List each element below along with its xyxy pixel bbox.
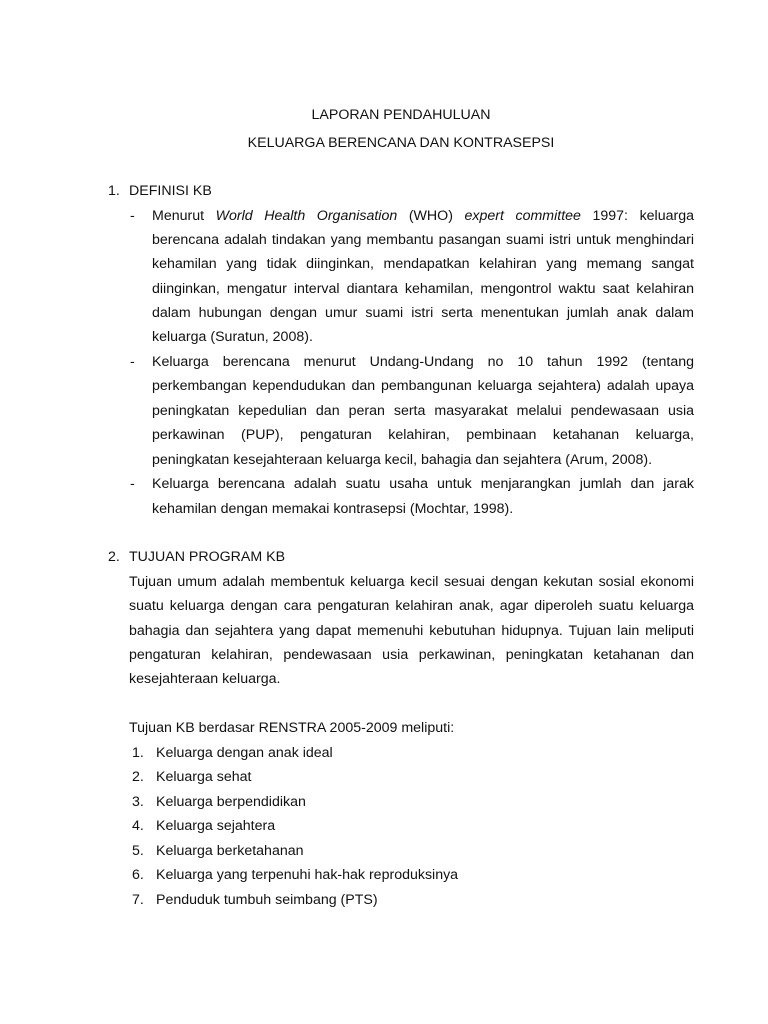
bullet-marker: - [130, 208, 135, 224]
bullet-marker: - [130, 354, 135, 370]
list-item: Keluarga dengan anak ideal [156, 745, 333, 761]
paragraph-line-2: suatu keluarga dengan cara pengaturan kelahiran anak, agar diperoleh suatu keluarga [129, 598, 694, 614]
bullet-3-line-1: Keluarga berencana adalah suatu usaha untuk menjarangkan jumlah dan jarak [152, 476, 694, 492]
document-subtitle: KELUARGA BERENCANA DAN KONTRASEPSI [247, 135, 555, 151]
bullet-1-line-1 [152, 207, 694, 225]
list-intro: Tujuan KB berdasar RENSTRA 2005-2009 meliputi: [129, 720, 455, 736]
paragraph-line-3: bahagia dan sejahtera yang dapat memenuhi kebutuhan hidupnya. Tujuan lain meliputi [129, 623, 694, 639]
bullet-1-line-3: kehamilan yang tidak diinginkan, mendapatkan kelahiran yang memang sangat [152, 256, 694, 272]
section-2-number: 2. [108, 549, 120, 565]
bullet-3-line-2: kehamilan dengan memakai kontrasepsi (Mochtar, 1998). [152, 501, 514, 517]
bullet-2-line-4: perkawinan (PUP), pengaturan kelahiran, pembinaan ketahanan keluarga, [152, 427, 694, 443]
list-item-number: 6. [132, 867, 144, 883]
section-1-heading: DEFINISI KB [129, 183, 212, 199]
bullet-2-line-3: peningkatan kepedulian dan peran serta masyarakat melalui pendewasaan usia [152, 403, 694, 419]
section-1-number: 1. [108, 183, 120, 199]
list-item-number: 1. [132, 745, 144, 761]
bullet-1-line-6: keluarga (Suratun, 2008). [152, 329, 313, 345]
text-segment: 1997: keluarga [580, 208, 694, 224]
list-item-number: 5. [132, 843, 144, 859]
list-item: Keluarga yang terpenuhi hak-hak reproduksinya [156, 867, 459, 883]
bullet-2-line-1: Keluarga berencana menurut Undang-Undang no 10 tahun 1992 (tentang [152, 354, 694, 370]
list-item-number: 4. [132, 818, 144, 834]
list-item-number: 7. [132, 892, 144, 908]
bullet-1-line-5: dalam hubungan dengan umur suami istri serta menentukan jumlah anak dalam [152, 305, 694, 321]
section-2-heading: TUJUAN PROGRAM KB [129, 549, 286, 565]
paragraph-line-1: Tujuan umum adalah membentuk keluarga kecil sesuai dengan kekutan sosial ekonomi [129, 574, 694, 590]
paragraph-line-5: kesejahteraan keluarga. [129, 671, 281, 687]
list-item-number: 3. [132, 794, 144, 810]
italic-term: expert committee [464, 208, 581, 224]
text-segment: Menurut [152, 208, 216, 224]
bullet-2-line-2: perkembangan kependudukan dan pembangunan keluarga sejahtera) adalah upaya [152, 378, 694, 394]
text-segment: (WHO) [397, 208, 465, 224]
list-item: Keluarga berketahanan [156, 843, 304, 859]
bullet-1-line-4: diinginkan, mengatur interval diantara kehamilan, mengontrol waktu saat kelahiran [152, 281, 694, 297]
bullet-1-line-2: berencana adalah tindakan yang membantu pasangan suami istri untuk menghindari [152, 232, 694, 248]
italic-term: World Health Organisation [215, 208, 398, 224]
document-title: LAPORAN PENDAHULUAN [311, 107, 491, 123]
list-item: Penduduk tumbuh seimbang (PTS) [156, 892, 378, 908]
bullet-2-line-5: peningkatan kesejahteraan keluarga kecil, bahagia dan sejahtera (Arum, 2008). [152, 452, 653, 468]
list-item: Keluarga berpendidikan [156, 794, 306, 810]
list-item-number: 2. [132, 769, 144, 785]
bullet-marker: - [130, 476, 135, 492]
paragraph-line-4: pengaturan kelahiran, pendewasaan usia perkawinan, peningkatan ketahanan dan [129, 647, 694, 663]
list-item: Keluarga sehat [156, 769, 252, 785]
list-item: Keluarga sejahtera [156, 818, 276, 834]
